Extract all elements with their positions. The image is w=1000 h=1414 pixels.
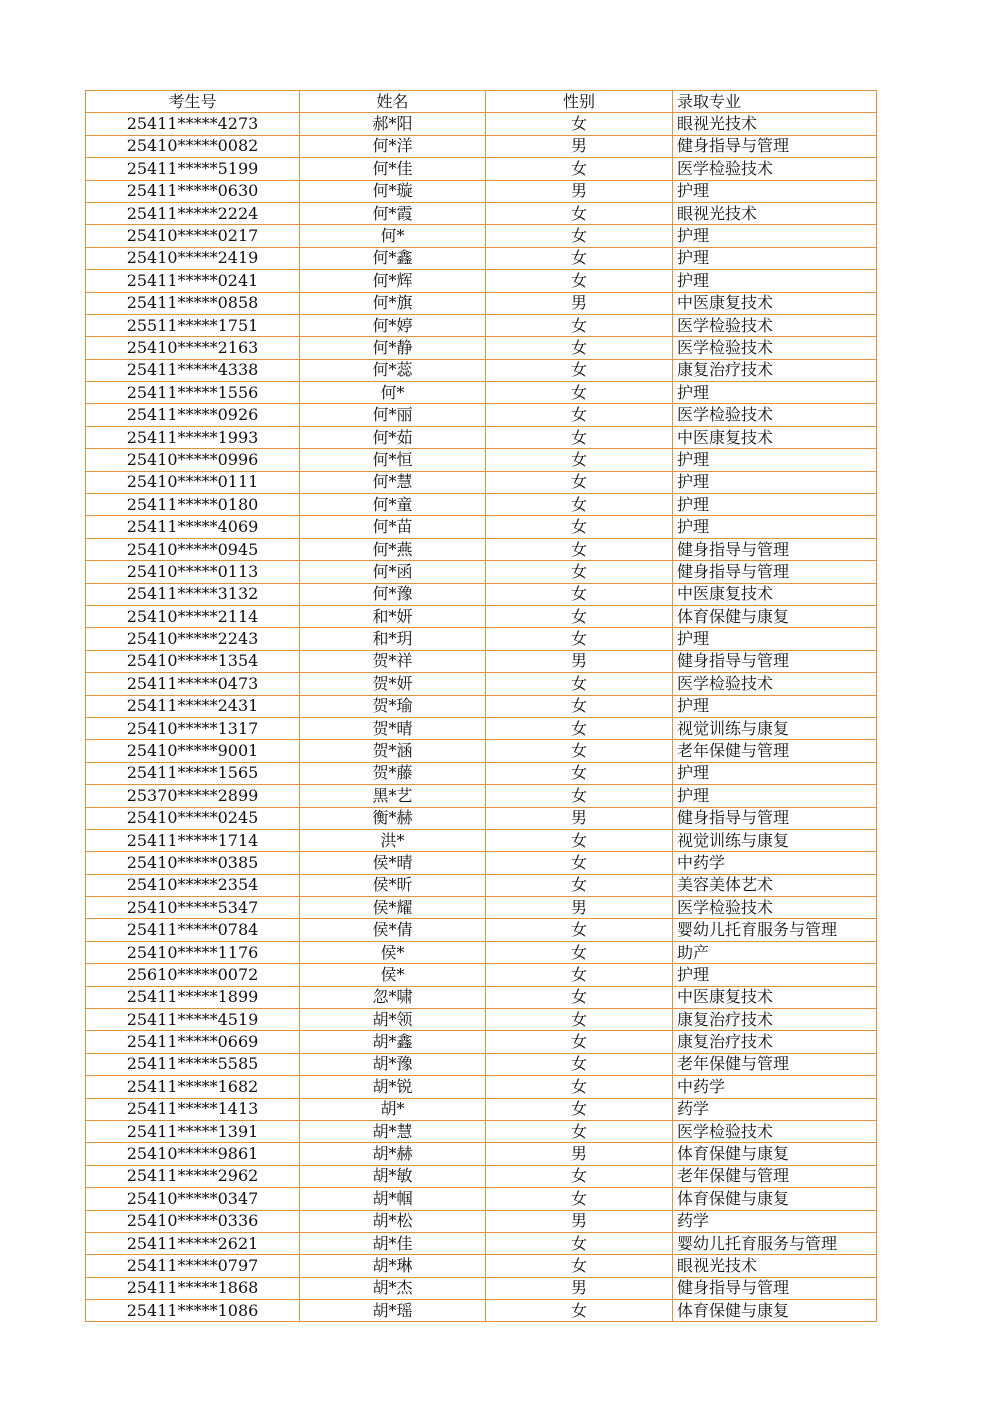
cell-major: 体育保健与康复 <box>673 605 877 627</box>
cell-exam-number: 25411*****0797 <box>86 1255 300 1277</box>
cell-gender: 男 <box>486 1143 673 1165</box>
table-row <box>86 516 877 538</box>
cell-major: 康复治疗技术 <box>673 1031 877 1053</box>
table-row <box>86 225 877 247</box>
table-row <box>86 471 877 493</box>
cell-name: 衡*赫 <box>300 807 486 829</box>
cell-major: 健身指导与管理 <box>673 561 877 583</box>
cell-gender: 女 <box>486 673 673 695</box>
cell-major: 婴幼儿托育服务与管理 <box>673 1232 877 1254</box>
cell-major: 中医康复技术 <box>673 583 877 605</box>
cell-exam-number: 25410*****0245 <box>86 807 300 829</box>
table-row <box>86 1277 877 1299</box>
cell-gender: 女 <box>486 1098 673 1120</box>
cell-major: 美容美体艺术 <box>673 874 877 896</box>
cell-name: 何*茹 <box>300 426 486 448</box>
cell-major: 医学检验技术 <box>673 897 877 919</box>
table-row <box>86 337 877 359</box>
table-row <box>86 986 877 1008</box>
cell-major: 眼视光技术 <box>673 113 877 135</box>
table-row <box>86 785 877 807</box>
cell-exam-number: 25411*****1391 <box>86 1120 300 1142</box>
cell-exam-number: 25411*****1993 <box>86 426 300 448</box>
cell-name: 何*豫 <box>300 583 486 605</box>
cell-name: 何*恒 <box>300 449 486 471</box>
cell-exam-number: 25411*****1086 <box>86 1300 300 1322</box>
cell-gender: 女 <box>486 1165 673 1187</box>
cell-gender: 女 <box>486 919 673 941</box>
table-row <box>86 158 877 180</box>
cell-name: 贺*祥 <box>300 650 486 672</box>
table-row <box>86 1098 877 1120</box>
cell-exam-number: 25410*****2114 <box>86 605 300 627</box>
cell-major: 体育保健与康复 <box>673 1188 877 1210</box>
cell-exam-number: 25410*****1354 <box>86 650 300 672</box>
cell-exam-number: 25411*****1714 <box>86 829 300 851</box>
cell-name: 胡*佳 <box>300 1232 486 1254</box>
table-row <box>86 494 877 516</box>
cell-name: 何*洋 <box>300 135 486 157</box>
table-row <box>86 404 877 426</box>
cell-major: 中药学 <box>673 1076 877 1098</box>
cell-gender: 女 <box>486 1076 673 1098</box>
table-row <box>86 829 877 851</box>
cell-major: 中药学 <box>673 852 877 874</box>
cell-major: 体育保健与康复 <box>673 1300 877 1322</box>
table-row <box>86 1120 877 1142</box>
table-row <box>86 1076 877 1098</box>
table-row <box>86 941 877 963</box>
table-row <box>86 897 877 919</box>
cell-name: 黑*艺 <box>300 785 486 807</box>
cell-gender: 女 <box>486 1009 673 1031</box>
cell-major: 健身指导与管理 <box>673 538 877 560</box>
cell-major: 助产 <box>673 941 877 963</box>
cell-name: 何*丽 <box>300 404 486 426</box>
cell-gender: 女 <box>486 874 673 896</box>
cell-major: 医学检验技术 <box>673 314 877 336</box>
cell-major: 护理 <box>673 449 877 471</box>
table-row <box>86 628 877 650</box>
cell-name: 侯*晴 <box>300 852 486 874</box>
cell-exam-number: 25411*****0241 <box>86 270 300 292</box>
cell-name: 何*童 <box>300 494 486 516</box>
cell-major: 护理 <box>673 247 877 269</box>
cell-name: 侯* <box>300 964 486 986</box>
cell-gender: 女 <box>486 785 673 807</box>
cell-name: 何*鑫 <box>300 247 486 269</box>
table-row <box>86 807 877 829</box>
cell-gender: 女 <box>486 247 673 269</box>
cell-major: 护理 <box>673 494 877 516</box>
cell-name: 忽*啸 <box>300 986 486 1008</box>
cell-major: 护理 <box>673 180 877 202</box>
cell-gender: 女 <box>486 762 673 784</box>
cell-exam-number: 25410*****9861 <box>86 1143 300 1165</box>
cell-name: 侯*耀 <box>300 897 486 919</box>
cell-exam-number: 25411*****0784 <box>86 919 300 941</box>
cell-name: 胡*领 <box>300 1009 486 1031</box>
table-row <box>86 426 877 448</box>
table-row <box>86 449 877 471</box>
table-row <box>86 673 877 695</box>
cell-major: 健身指导与管理 <box>673 135 877 157</box>
cell-name: 贺*晴 <box>300 717 486 739</box>
table-row <box>86 561 877 583</box>
cell-name: 何* <box>300 382 486 404</box>
cell-exam-number: 25410*****1176 <box>86 941 300 963</box>
cell-major: 视觉训练与康复 <box>673 717 877 739</box>
cell-name: 何* <box>300 225 486 247</box>
cell-major: 护理 <box>673 695 877 717</box>
cell-major: 护理 <box>673 270 877 292</box>
cell-gender: 男 <box>486 1210 673 1232</box>
cell-gender: 女 <box>486 1188 673 1210</box>
cell-exam-number: 25411*****5585 <box>86 1053 300 1075</box>
table-row <box>86 202 877 224</box>
cell-gender: 女 <box>486 359 673 381</box>
cell-gender: 女 <box>486 538 673 560</box>
cell-gender: 女 <box>486 583 673 605</box>
cell-exam-number: 25411*****0630 <box>86 180 300 202</box>
cell-exam-number: 25511*****1751 <box>86 314 300 336</box>
cell-exam-number: 25410*****0385 <box>86 852 300 874</box>
cell-gender: 女 <box>486 471 673 493</box>
cell-exam-number: 25410*****1317 <box>86 717 300 739</box>
cell-gender: 女 <box>486 740 673 762</box>
cell-major: 医学检验技术 <box>673 1120 877 1142</box>
table-row <box>86 1255 877 1277</box>
cell-major: 护理 <box>673 628 877 650</box>
cell-major: 康复治疗技术 <box>673 1009 877 1031</box>
cell-major: 医学检验技术 <box>673 337 877 359</box>
cell-gender: 女 <box>486 628 673 650</box>
cell-gender: 女 <box>486 1120 673 1142</box>
table-row <box>86 270 877 292</box>
cell-major: 视觉训练与康复 <box>673 829 877 851</box>
cell-gender: 女 <box>486 494 673 516</box>
cell-exam-number: 25411*****2962 <box>86 1165 300 1187</box>
table-row <box>86 1188 877 1210</box>
cell-name: 胡*瑶 <box>300 1300 486 1322</box>
cell-gender: 女 <box>486 158 673 180</box>
cell-exam-number: 25411*****2621 <box>86 1232 300 1254</box>
cell-name: 胡*琳 <box>300 1255 486 1277</box>
cell-major: 中医康复技术 <box>673 292 877 314</box>
cell-name: 贺*藤 <box>300 762 486 784</box>
admission-list-table <box>85 90 877 1322</box>
table-row <box>86 1053 877 1075</box>
cell-gender: 男 <box>486 650 673 672</box>
table-row <box>86 359 877 381</box>
cell-major: 护理 <box>673 225 877 247</box>
cell-name: 何*静 <box>300 337 486 359</box>
cell-name: 胡*慧 <box>300 1120 486 1142</box>
cell-exam-number: 25411*****0473 <box>86 673 300 695</box>
cell-name: 侯*倩 <box>300 919 486 941</box>
cell-exam-number: 25411*****4069 <box>86 516 300 538</box>
cell-exam-number: 25410*****0082 <box>86 135 300 157</box>
cell-gender: 女 <box>486 829 673 851</box>
cell-major: 眼视光技术 <box>673 1255 877 1277</box>
table-row <box>86 247 877 269</box>
cell-major: 药学 <box>673 1210 877 1232</box>
cell-name: 贺*瑜 <box>300 695 486 717</box>
cell-gender: 女 <box>486 449 673 471</box>
cell-gender: 女 <box>486 1255 673 1277</box>
cell-gender: 女 <box>486 202 673 224</box>
table-row <box>86 919 877 941</box>
cell-name: 胡* <box>300 1098 486 1120</box>
table-row <box>86 1143 877 1165</box>
cell-major: 老年保健与管理 <box>673 740 877 762</box>
cell-name: 贺*涵 <box>300 740 486 762</box>
cell-exam-number: 25410*****0945 <box>86 538 300 560</box>
cell-name: 胡*松 <box>300 1210 486 1232</box>
cell-name: 侯*昕 <box>300 874 486 896</box>
cell-name: 何*苗 <box>300 516 486 538</box>
table-row <box>86 874 877 896</box>
table-row <box>86 1232 877 1254</box>
table-row <box>86 740 877 762</box>
cell-gender: 女 <box>486 516 673 538</box>
cell-gender: 女 <box>486 941 673 963</box>
cell-exam-number: 25410*****2243 <box>86 628 300 650</box>
table-row <box>86 135 877 157</box>
cell-gender: 女 <box>486 1232 673 1254</box>
header-row <box>86 91 877 113</box>
table-row <box>86 180 877 202</box>
cell-major: 医学检验技术 <box>673 404 877 426</box>
cell-gender: 女 <box>486 561 673 583</box>
cell-gender: 男 <box>486 897 673 919</box>
cell-gender: 女 <box>486 314 673 336</box>
table-row <box>86 1210 877 1232</box>
cell-gender: 女 <box>486 1031 673 1053</box>
table-row <box>86 314 877 336</box>
cell-name: 和*妍 <box>300 605 486 627</box>
header-gender: 性别 <box>486 91 673 113</box>
table-row <box>86 583 877 605</box>
cell-major: 眼视光技术 <box>673 202 877 224</box>
cell-major: 护理 <box>673 382 877 404</box>
cell-name: 胡*赫 <box>300 1143 486 1165</box>
cell-gender: 女 <box>486 113 673 135</box>
cell-exam-number: 25410*****0336 <box>86 1210 300 1232</box>
cell-exam-number: 25411*****0926 <box>86 404 300 426</box>
cell-gender: 女 <box>486 1300 673 1322</box>
cell-exam-number: 25411*****0669 <box>86 1031 300 1053</box>
cell-major: 护理 <box>673 471 877 493</box>
cell-name: 何*婷 <box>300 314 486 336</box>
cell-gender: 女 <box>486 270 673 292</box>
table-row <box>86 964 877 986</box>
cell-exam-number: 25410*****2354 <box>86 874 300 896</box>
cell-exam-number: 25411*****0180 <box>86 494 300 516</box>
cell-exam-number: 25410*****0111 <box>86 471 300 493</box>
cell-name: 侯* <box>300 941 486 963</box>
cell-name: 何*蕊 <box>300 359 486 381</box>
cell-name: 何*辉 <box>300 270 486 292</box>
cell-exam-number: 25370*****2899 <box>86 785 300 807</box>
table-row <box>86 113 877 135</box>
header-major: 录取专业 <box>673 91 877 113</box>
cell-exam-number: 25411*****1899 <box>86 986 300 1008</box>
cell-name: 何*函 <box>300 561 486 583</box>
cell-exam-number: 25410*****0996 <box>86 449 300 471</box>
cell-gender: 男 <box>486 807 673 829</box>
cell-name: 何*慧 <box>300 471 486 493</box>
cell-name: 贺*妍 <box>300 673 486 695</box>
cell-exam-number: 25411*****3132 <box>86 583 300 605</box>
cell-exam-number: 25610*****0072 <box>86 964 300 986</box>
cell-gender: 女 <box>486 605 673 627</box>
cell-exam-number: 25410*****2419 <box>86 247 300 269</box>
table-row <box>86 852 877 874</box>
cell-gender: 男 <box>486 292 673 314</box>
cell-major: 健身指导与管理 <box>673 807 877 829</box>
cell-gender: 女 <box>486 337 673 359</box>
table-row <box>86 1009 877 1031</box>
cell-gender: 女 <box>486 695 673 717</box>
cell-name: 何*璇 <box>300 180 486 202</box>
cell-exam-number: 25411*****1556 <box>86 382 300 404</box>
table-row <box>86 695 877 717</box>
cell-name: 何*霞 <box>300 202 486 224</box>
cell-exam-number: 25410*****0217 <box>86 225 300 247</box>
table-row <box>86 762 877 784</box>
cell-major: 中医康复技术 <box>673 426 877 448</box>
cell-gender: 女 <box>486 404 673 426</box>
cell-exam-number: 25410*****0347 <box>86 1188 300 1210</box>
cell-exam-number: 25411*****4273 <box>86 113 300 135</box>
cell-major: 护理 <box>673 785 877 807</box>
cell-gender: 男 <box>486 180 673 202</box>
cell-exam-number: 25411*****1682 <box>86 1076 300 1098</box>
cell-exam-number: 25411*****1413 <box>86 1098 300 1120</box>
cell-exam-number: 25411*****4519 <box>86 1009 300 1031</box>
cell-major: 婴幼儿托育服务与管理 <box>673 919 877 941</box>
cell-gender: 女 <box>486 1053 673 1075</box>
cell-major: 体育保健与康复 <box>673 1143 877 1165</box>
cell-major: 药学 <box>673 1098 877 1120</box>
cell-exam-number: 25411*****1868 <box>86 1277 300 1299</box>
table-row <box>86 538 877 560</box>
header-exam-number: 考生号 <box>86 91 300 113</box>
cell-name: 何*燕 <box>300 538 486 560</box>
cell-exam-number: 25411*****1565 <box>86 762 300 784</box>
cell-name: 胡*锐 <box>300 1076 486 1098</box>
cell-name: 胡*帼 <box>300 1188 486 1210</box>
table-row <box>86 1031 877 1053</box>
table-row <box>86 292 877 314</box>
cell-major: 医学检验技术 <box>673 673 877 695</box>
cell-major: 健身指导与管理 <box>673 650 877 672</box>
cell-exam-number: 25411*****2431 <box>86 695 300 717</box>
cell-exam-number: 25411*****4338 <box>86 359 300 381</box>
cell-exam-number: 25411*****5199 <box>86 158 300 180</box>
cell-major: 中医康复技术 <box>673 986 877 1008</box>
cell-gender: 女 <box>486 852 673 874</box>
cell-gender: 女 <box>486 426 673 448</box>
table-row <box>86 382 877 404</box>
table-row <box>86 605 877 627</box>
cell-name: 何*佳 <box>300 158 486 180</box>
cell-name: 郝*阳 <box>300 113 486 135</box>
cell-name: 胡*豫 <box>300 1053 486 1075</box>
cell-exam-number: 25411*****0858 <box>86 292 300 314</box>
cell-gender: 男 <box>486 1277 673 1299</box>
table-row <box>86 1300 877 1322</box>
cell-major: 护理 <box>673 516 877 538</box>
cell-exam-number: 25411*****2224 <box>86 202 300 224</box>
cell-gender: 女 <box>486 225 673 247</box>
cell-major: 老年保健与管理 <box>673 1053 877 1075</box>
cell-name: 何*旗 <box>300 292 486 314</box>
cell-name: 胡*敏 <box>300 1165 486 1187</box>
cell-exam-number: 25410*****9001 <box>86 740 300 762</box>
cell-major: 医学检验技术 <box>673 158 877 180</box>
cell-major: 护理 <box>673 762 877 784</box>
cell-gender: 女 <box>486 717 673 739</box>
cell-exam-number: 25410*****2163 <box>86 337 300 359</box>
cell-name: 和*玥 <box>300 628 486 650</box>
cell-exam-number: 25410*****0113 <box>86 561 300 583</box>
cell-gender: 女 <box>486 382 673 404</box>
cell-name: 洪* <box>300 829 486 851</box>
table-row <box>86 1165 877 1187</box>
cell-name: 胡*杰 <box>300 1277 486 1299</box>
cell-major: 护理 <box>673 964 877 986</box>
cell-gender: 男 <box>486 135 673 157</box>
table-row <box>86 717 877 739</box>
cell-major: 康复治疗技术 <box>673 359 877 381</box>
cell-exam-number: 25410*****5347 <box>86 897 300 919</box>
cell-name: 胡*鑫 <box>300 1031 486 1053</box>
cell-major: 健身指导与管理 <box>673 1277 877 1299</box>
table-row <box>86 650 877 672</box>
header-name: 姓名 <box>300 91 486 113</box>
cell-gender: 女 <box>486 964 673 986</box>
cell-major: 老年保健与管理 <box>673 1165 877 1187</box>
cell-gender: 女 <box>486 986 673 1008</box>
